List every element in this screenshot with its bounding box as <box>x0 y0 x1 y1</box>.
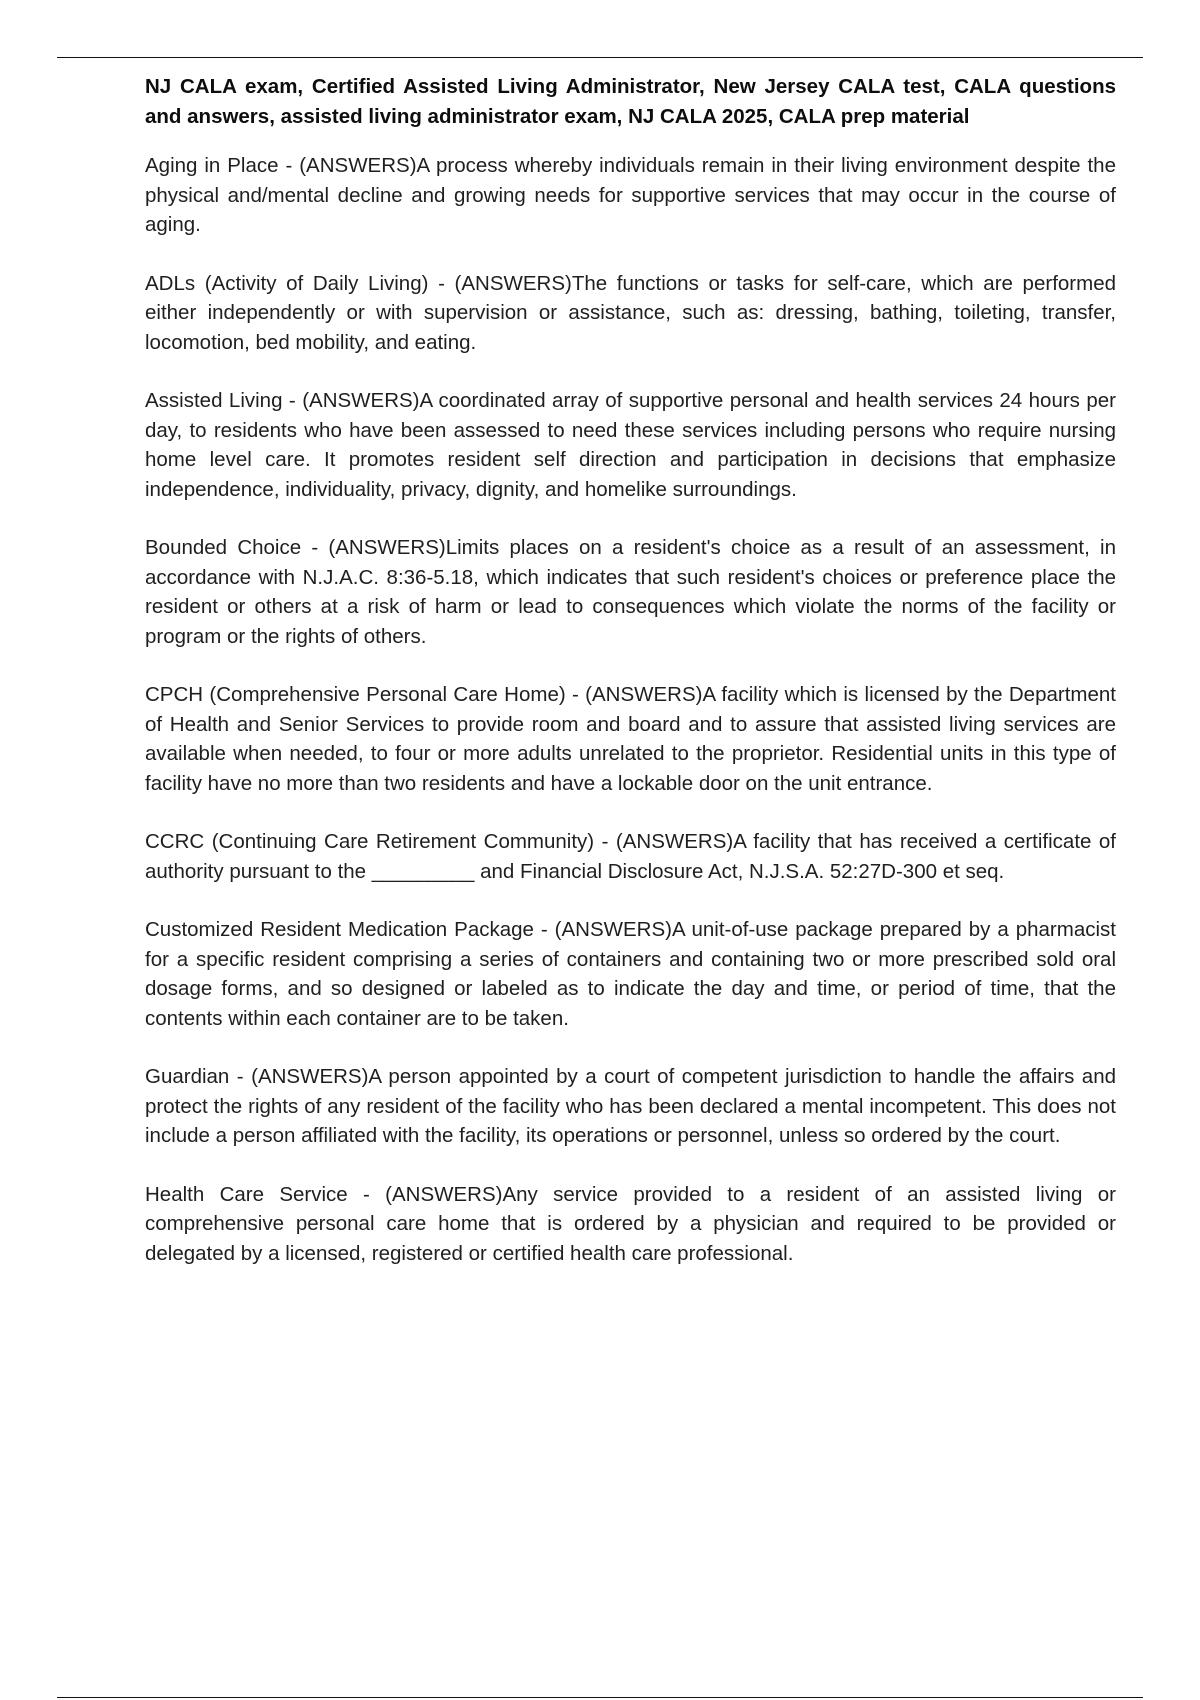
definition-assisted-living: Assisted Living - (ANSWERS)A coordinated array of supportive personal and health services 24 hours per day, to residents who have been assessed to need these services including persons who require nursing home level care. It promotes resident self direction and participation in decisions that emphasize independence, individuality, privacy, dignity, and homelike surroundings. <box>145 389 1116 501</box>
definition-customized-resident-medication-package: Customized Resident Medication Package - (ANSWERS)A unit-of-use package prepared by a pharmacist for a specific resident comprising a series of containers and containing two or more prescribed sold oral dosage forms, and so designed or labeled as to indicate the day and time, or period of time, that the contents within each container are to be taken. <box>145 918 1116 1030</box>
definition-cpch: CPCH (Comprehensive Personal Care Home) - (ANSWERS)A facility which is licensed by the Department of Health and Senior Services to provide room and board and to assure that assisted living services are available when needed, to four or more adults unrelated to the proprietor. Residential units in this type of facility have no more than two residents and have a lockable door on the unit entrance. <box>145 683 1116 795</box>
definition-ccrc: CCRC (Continuing Care Retirement Community) - (ANSWERS)A facility that has received a certificate of authority pursuant to the _________ and Financial Disclosure Act, N.J.S.A. 52:27D-300 et seq. <box>145 830 1116 883</box>
bottom-divider <box>57 1697 1143 1698</box>
definition-adls: ADLs (Activity of Daily Living) - (ANSWERS)The functions or tasks for self-care, which are performed either independently or with supervision or assistance, such as: dressing, bathing, toileting, transfer, locomotion, bed mobility, and eating. <box>145 271 1116 354</box>
definition-aging-in-place: Aging in Place - (ANSWERS)A process whereby individuals remain in their living environment despite the physical and/mental decline and growing needs for supportive services that may occur in the course of aging. <box>145 154 1116 236</box>
definition-health-care-service: Health Care Service - (ANSWERS)Any service provided to a resident of an assisted living or comprehensive personal care home that is ordered by a physician and required to be provided or delegated by a licensed, registered or certified health care professional. <box>145 1182 1116 1265</box>
definition-guardian: Guardian - (ANSWERS)A person appointed by a court of competent jurisdiction to handle the affairs and protect the rights of any resident of the facility who has been declared a mental incompetent. This does not include a person affiliated with the facility, its operations or personnel, unless so ordered by the court. <box>145 1065 1116 1147</box>
top-divider <box>57 57 1143 58</box>
document-body <box>145 72 1116 1297</box>
document-heading: NJ CALA exam, Certified Assisted Living Administrator, New Jersey CALA test, CALA questions and answers, assisted living administrator exam, NJ CALA 2025, CALA prep material <box>145 75 1116 128</box>
definition-bounded-choice: Bounded Choice - (ANSWERS)Limits places on a resident's choice as a result of an assessment, in accordance with N.J.A.C. 8:36-5.18, which indicates that such resident's choices or preference place the resident or others at a risk of harm or lead to consequences which violate the norms of the facility or program or the rights of others. <box>145 536 1116 648</box>
